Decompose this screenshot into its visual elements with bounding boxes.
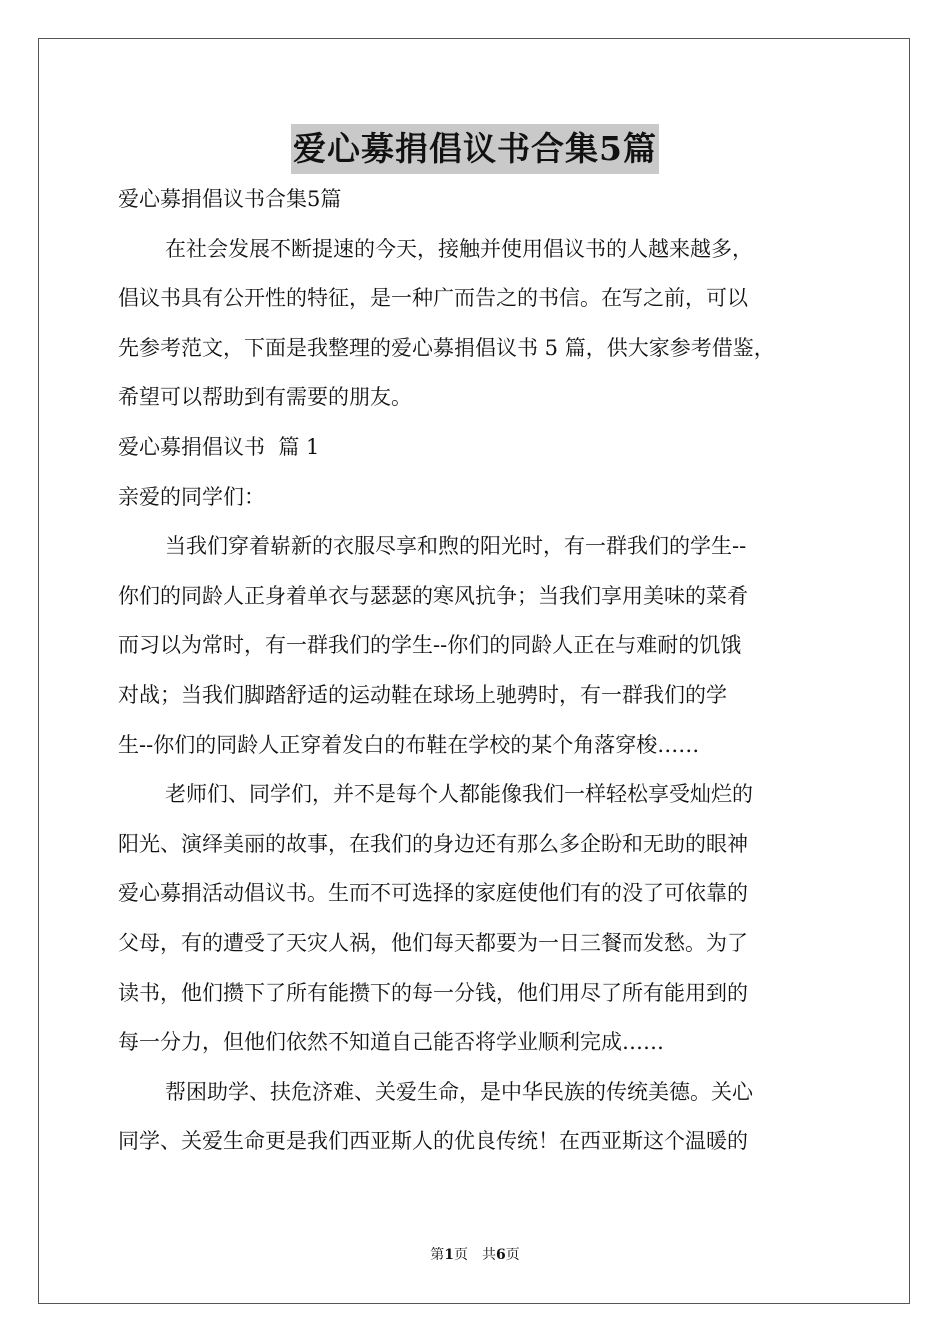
body-line: 阳光、演绎美丽的故事，在我们的身边还有那么多企盼和无助的眼神 (118, 831, 748, 856)
footer-total-pages: 6 (496, 1247, 506, 1263)
body-line: 对战；当我们脚踏舒适的运动鞋在球场上驰骋时，有一群我们的学 (118, 682, 727, 707)
body-line: 同学、关爱生命更是我们西亚斯人的优良传统！在西亚斯这个温暖的 (118, 1129, 748, 1154)
body-line: 倡议书具有公开性的特征，是一种广而告之的书信。在写之前，可以 (118, 286, 748, 311)
body-line: 老师们、同学们，并不是每个人都能像我们一样轻松享受灿烂的 (165, 782, 753, 807)
footer-prefix: 第 (430, 1247, 445, 1263)
page-footer (0, 1245, 950, 1265)
body-line: 先参考范文，下面是我整理的爱心募捐倡议书 5 篇，供大家参考借鉴， (118, 335, 775, 360)
document-title: 爱心募捐倡议书合集5篇 (291, 124, 659, 174)
title-wrap (0, 124, 950, 174)
section-heading: 爱心募捐倡议书 篇 1 (118, 434, 320, 459)
footer-middle: 页 共 (454, 1247, 496, 1263)
document-body (118, 175, 836, 1167)
body-line: 希望可以帮助到有需要的朋友。 (118, 385, 412, 410)
body-line: 爱心募捐活动倡议书。生而不可选择的家庭使他们有的没了可依靠的 (118, 881, 748, 906)
body-line: 父母，有的遭受了天灾人祸，他们每天都要为一日三餐而发愁。为了 (118, 930, 748, 955)
body-line: 在社会发展不断提速的今天，接触并使用倡议书的人越来越多， (165, 236, 753, 261)
body-line: 生--你们的同龄人正穿着发白的布鞋在学校的某个角落穿梭…… (118, 732, 700, 757)
body-line: 读书，他们攒下了所有能攒下的每一分钱，他们用尽了所有能用到的 (118, 980, 748, 1005)
footer-suffix: 页 (505, 1247, 520, 1263)
body-line: 每一分力，但他们依然不知道自己能否将学业顺利完成…… (118, 1030, 664, 1055)
body-line: 你们的同龄人正身着单衣与瑟瑟的寒风抗争；当我们享用美味的菜肴 (118, 583, 748, 608)
body-line: 而习以为常时，有一群我们的学生--你们的同龄人正在与难耐的饥饿 (118, 633, 742, 658)
body-line: 当我们穿着崭新的衣服尽享和煦的阳光时，有一群我们的学生-- (165, 534, 747, 559)
salutation: 亲爱的同学们： (118, 484, 265, 509)
body-line: 帮困助学、扶危济难、关爱生命，是中华民族的传统美德。关心 (165, 1079, 753, 1104)
footer-page-number: 1 (444, 1247, 454, 1263)
body-line: 爱心募捐倡议书合集5篇 (118, 187, 342, 211)
